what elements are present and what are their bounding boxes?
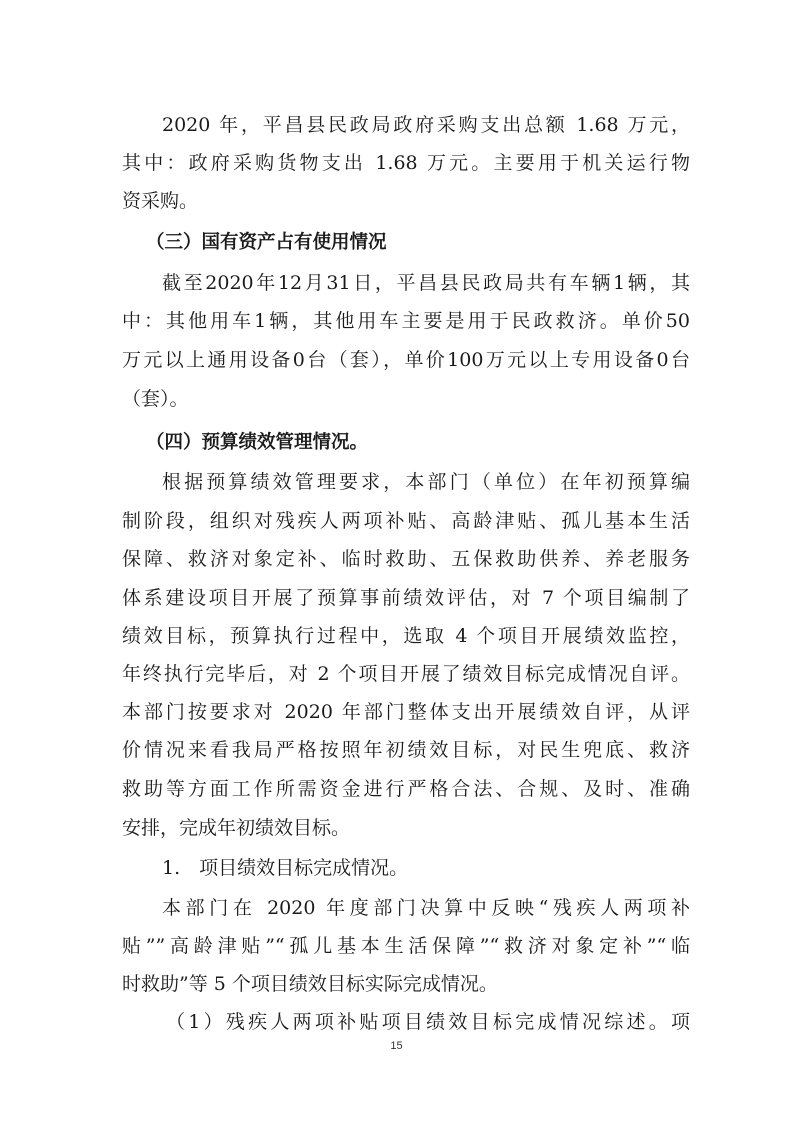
paragraph-line: 资采购。 — [122, 190, 199, 212]
paragraph-line: 截至2020年12月31日，平昌县民政局共有车辆1辆，其 — [162, 272, 690, 294]
paragraph-line: 本部门在 2020 年度部门决算中反映“残疾人两项补 — [162, 897, 690, 919]
paragraph-line: 绩效目标，预算执行过程中，选取 4 个项目开展绩效监控， — [122, 625, 690, 647]
paragraph-line: 万元以上通用设备0台（套），单价100万元以上专用设备0台 — [122, 349, 690, 371]
section-heading: （三）国有资产占有使用情况 — [146, 232, 387, 253]
paragraph-line: （套）。 — [122, 388, 189, 410]
section-heading: （四）预算绩效管理情况。 — [146, 432, 369, 453]
paragraph-line: 其中：政府采购货物支出 1.68 万元。主要用于机关运行物 — [122, 152, 690, 174]
paragraph-line: 2020 年，平昌县民政局政府采购支出总额 1.68 万元， — [162, 114, 690, 136]
paragraph-line: 本部门按要求对 2020 年部门整体支出开展绩效自评，从评 — [122, 701, 690, 723]
paragraph-line: 贴””高龄津贴”“孤儿基本生活保障”“救济对象定补”“临 — [122, 935, 690, 957]
paragraph-line: 时救助”等 5 个项目绩效目标实际完成情况。 — [122, 973, 498, 995]
page-number: 15 — [390, 1040, 403, 1052]
subsection-heading: 1. 项目绩效目标完成情况。 — [162, 857, 409, 879]
paragraph-line: 保障、救济对象定补、临时救助、五保救助供养、养老服务 — [122, 548, 690, 570]
paragraph-line: 价情况来看我局严格按照年初绩效目标，对民生兜底、救济 — [122, 739, 690, 761]
paragraph-line: 中：其他用车1辆，其他用车主要是用于民政救济。单价50 — [122, 310, 690, 332]
paragraph-line: 体系建设项目开展了预算事前绩效评估，对 7 个项目编制了 — [122, 587, 690, 609]
paragraph-line: 根据预算绩效管理要求，本部门（单位）在年初预算编 — [162, 471, 690, 493]
paragraph-line: 安排，完成年初绩效目标。 — [122, 817, 351, 839]
paragraph-line: 救助等方面工作所需资金进行严格合法、合规、及时、准确 — [122, 778, 690, 800]
paragraph-line: 年终执行完毕后，对 2 个项目开展了绩效目标完成情况自评。 — [122, 663, 690, 685]
paragraph-line: 制阶段，组织对残疾人两项补贴、高龄津贴、孤儿基本生活 — [122, 510, 690, 532]
paragraph-line: （1）残疾人两项补贴项目绩效目标完成情况综述。项 — [166, 1011, 690, 1033]
